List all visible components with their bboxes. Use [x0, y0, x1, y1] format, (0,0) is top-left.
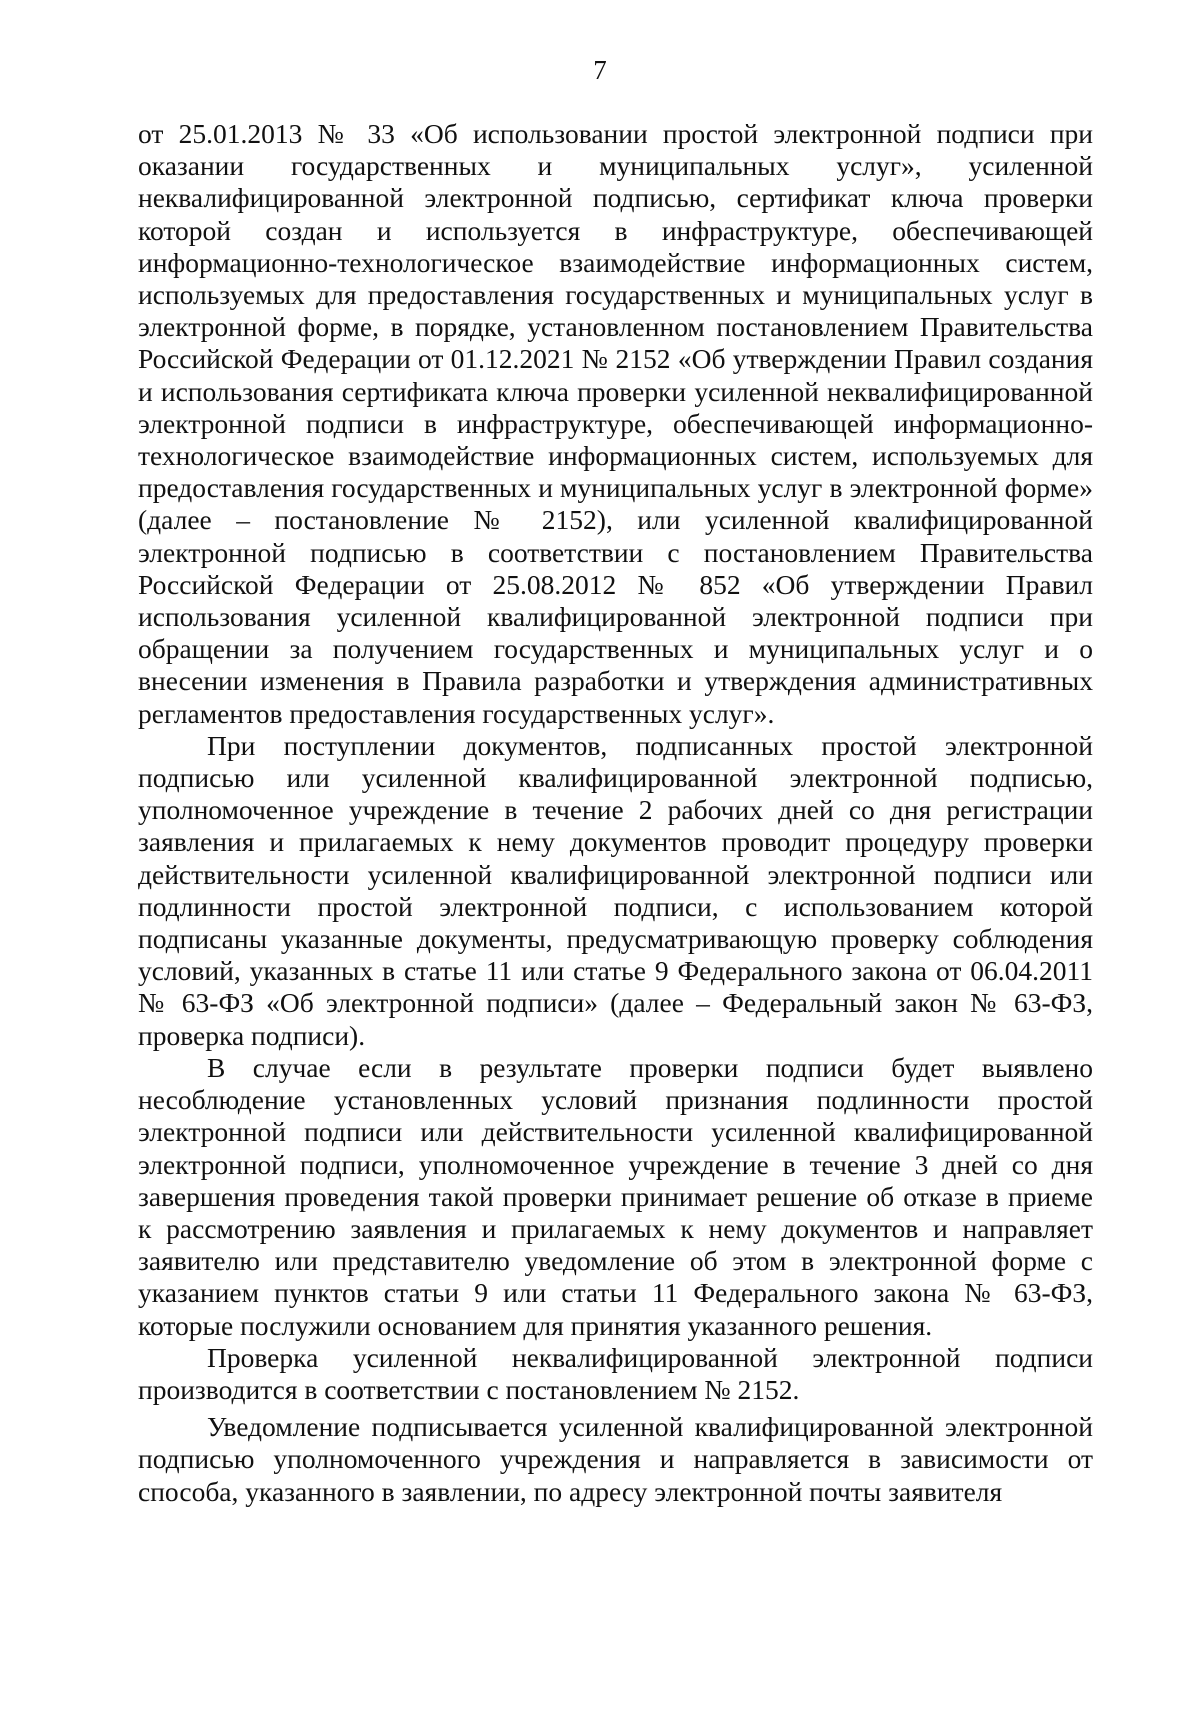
paragraph-unqualified-signature: Проверка усиленной неквалифицированной электронной подписи производится в соответствии с постановлением № 2152.	[138, 1341, 1093, 1405]
page-number: 7	[593, 55, 607, 85]
paragraph-continuation: от 25.01.2013 № 33 «Об использовании простой электронной подписи при оказании государственных и муниципальных услуг», усиленной неквалифицированной электронной подписью, сертификат ключа проверки которой создан и используется в инфраструктуре, обеспечивающей информационно-технологическое взаимодействие информационных систем, используемых для предоставления государственных и муниципальных услуг в электронной форме, в порядке, установленном постановлением Правительства Российской Федерации от 01.12.2021 № 2152 «Об утверждении Правил создания и использования сертификата ключа проверки усиленной неквалифицированной электронной подписи в инфраструктуре, обеспечивающей информационно-технологическое взаимодействие информационных систем, используемых для предоставления государственных и муниципальных услуг в электронной форме» (далее – постановление № 2152), или усиленной квалифицированной электронной подписью в соответствии с постановлением Правительства Российской Федерации от 25.08.2012 № 852 «Об утверждении Правил использования усиленной квалифицированной электронной подписи при обращении за получением государственных и муниципальных услуг и о внесении изменения в Правила разработки и утверждения административных регламентов предоставления государственных услуг».	[138, 118, 1093, 729]
paragraph-notification: Уведомление подписывается усиленной квалифицированной электронной подписью уполномоченного учреждения и направляется в зависимости от способа, указанного в заявлении, по адресу электронной почты заявителя	[138, 1411, 1093, 1507]
paragraph-verification-failure: В случае если в результате проверки подписи будет выявлено несоблюдение установленных условий признания подлинности простой электронной подписи или действительности усиленной квалифицированной электронной подписи, уполномоченное учреждение в течение 3 дней со дня завершения проведения такой проверки принимает решение об отказе в приеме к рассмотрению заявления и прилагаемых к нему документов и направляет заявителю или представителю уведомление об этом в электронной форме с указанием пунктов статьи 9 или статьи 11 Федерального закона № 63-ФЗ, которые послужили основанием для принятия указанного решения.	[138, 1051, 1093, 1341]
paragraph-signature-verification: При поступлении документов, подписанных простой электронной подписью или усиленной квалифицированной электронной подписью, уполномоченное учреждение в течение 2 рабочих дней со дня регистрации заявления и прилагаемых к нему документов проводит процедуру проверки действительности усиленной квалифицированной электронной подписи или подлинности простой электронной подписи, с использованием которой подписаны указанные документы, предусматривающую проверку соблюдения условий, указанных в статье 11 или статье 9 Федерального закона от 06.04.2011 № 63-ФЗ «Об электронной подписи» (далее – Федеральный закон № 63-ФЗ, проверка подписи).	[138, 729, 1093, 1051]
document-body	[138, 118, 1093, 1508]
